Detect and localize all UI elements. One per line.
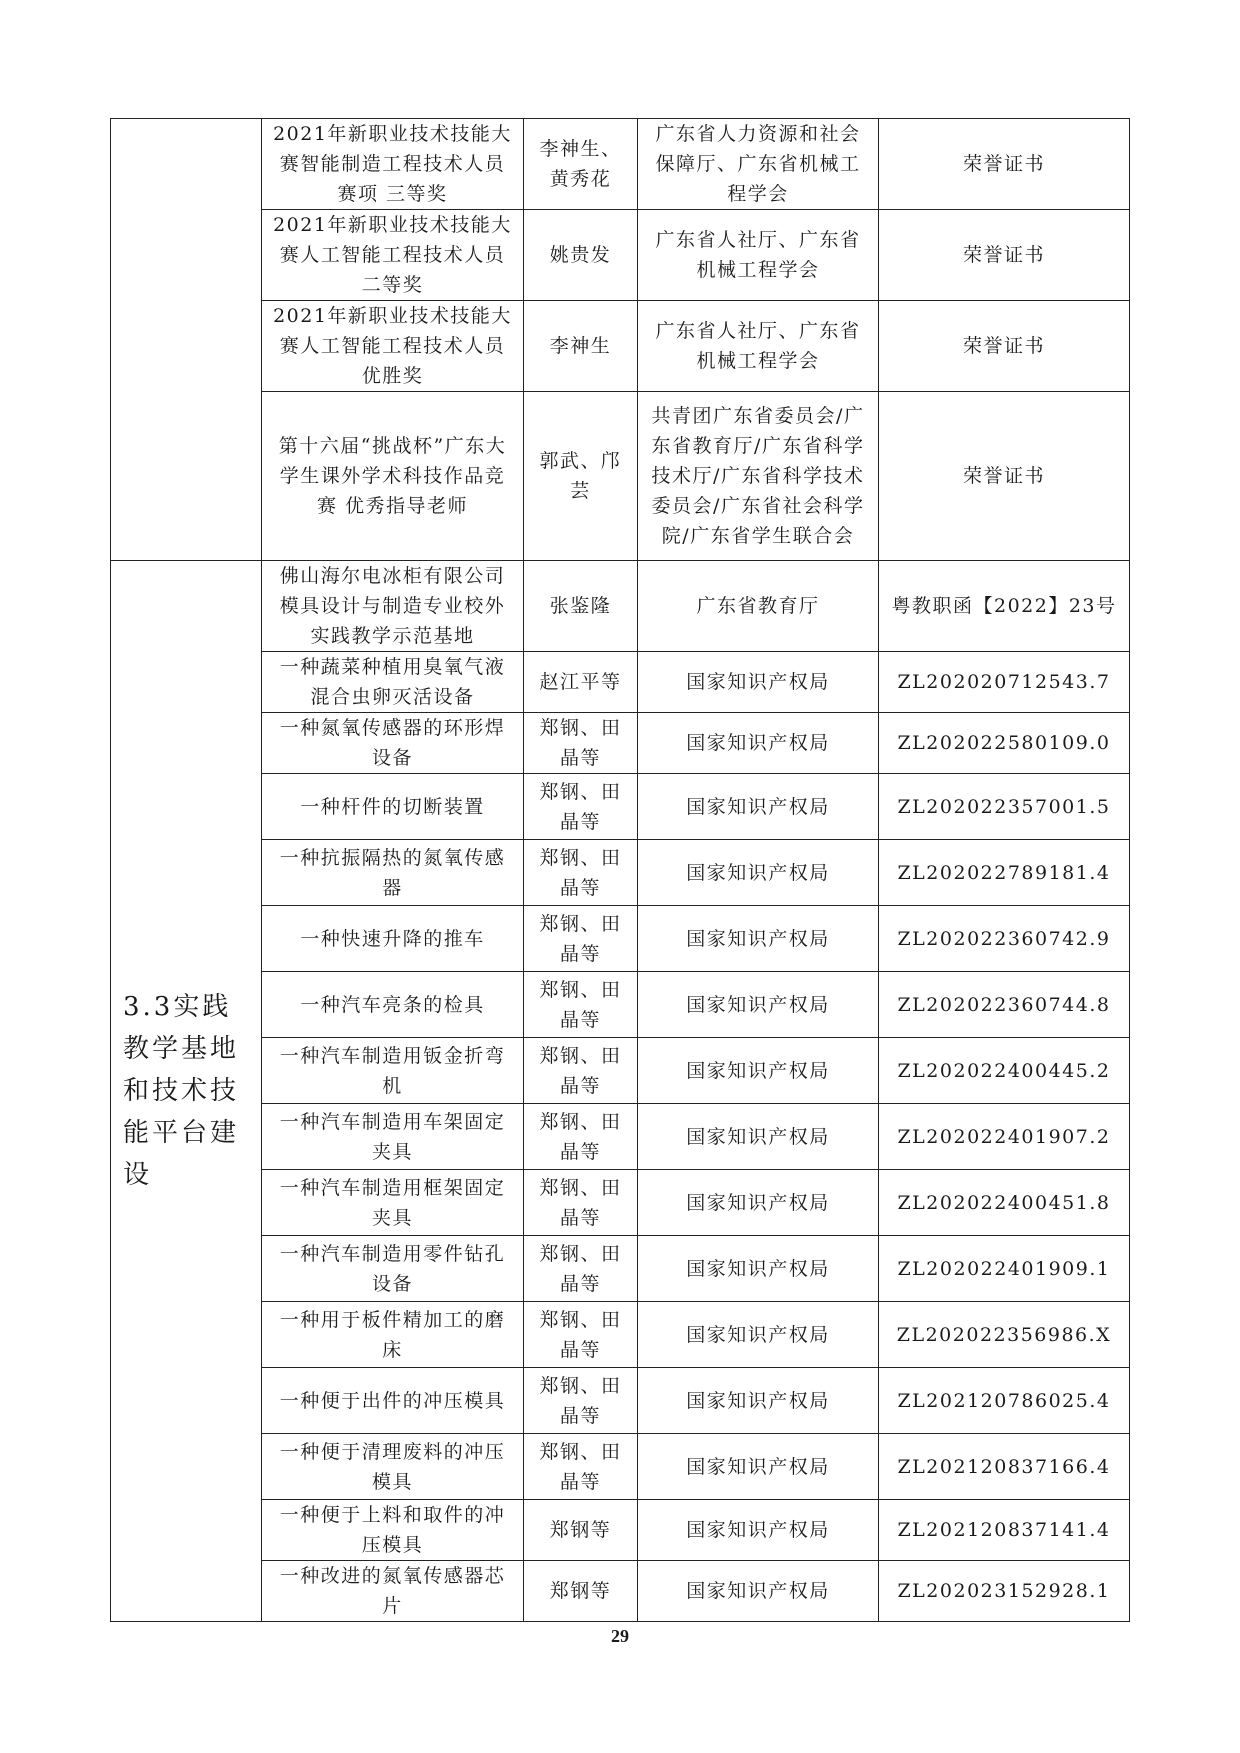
- patent-person: 郑钢、田晶等: [524, 1368, 638, 1434]
- patent-title: 一种杆件的切断装置: [262, 774, 524, 840]
- award-doc: 荣誉证书: [879, 392, 1130, 561]
- award-person: 李神生、黄秀花: [524, 119, 638, 210]
- patent-person: 郑钢、田晶等: [524, 972, 638, 1038]
- award-issuer: 共青团广东省委员会/广东省教育厅/广东省科学技术厅/广东省科学技术委员会/广东省社会科学院/广东省学生联合会: [638, 392, 879, 561]
- patent-person: 郑钢、田晶等: [524, 1302, 638, 1368]
- table-row: [111, 840, 1130, 906]
- patent-issuer: 国家知识产权局: [638, 1236, 879, 1302]
- patent-number: ZL202022360744.8: [879, 972, 1130, 1038]
- patent-number: ZL202023152928.1: [879, 1561, 1130, 1622]
- patent-number: ZL202020712543.7: [879, 652, 1130, 713]
- patent-issuer: 国家知识产权局: [638, 906, 879, 972]
- patent-number: ZL202022400445.2: [879, 1038, 1130, 1104]
- patent-number: ZL202022580109.0: [879, 713, 1130, 774]
- patent-number: ZL202120837166.4: [879, 1434, 1130, 1500]
- base-doc: 粤教职函【2022】23号: [879, 561, 1130, 652]
- table-row: [111, 301, 1130, 392]
- table-row: [111, 1302, 1130, 1368]
- patent-issuer: 国家知识产权局: [638, 840, 879, 906]
- table-row: [111, 1236, 1130, 1302]
- patent-issuer: 国家知识产权局: [638, 652, 879, 713]
- table-row: [111, 1170, 1130, 1236]
- patent-issuer: 国家知识产权局: [638, 1561, 879, 1622]
- patent-title: 一种氮氧传感器的环形焊设备: [262, 713, 524, 774]
- base-title: 佛山海尔电冰柜有限公司模具设计与制造专业校外实践教学示范基地: [262, 561, 524, 652]
- table-row: [111, 1500, 1130, 1561]
- award-doc: 荣誉证书: [879, 119, 1130, 210]
- patent-person: 郑钢、田晶等: [524, 1434, 638, 1500]
- patent-number: ZL202022401907.2: [879, 1104, 1130, 1170]
- table-row: [111, 1038, 1130, 1104]
- base-person: 张鉴隆: [524, 561, 638, 652]
- patent-title: 一种汽车制造用钣金折弯机: [262, 1038, 524, 1104]
- table-row: [111, 119, 1130, 210]
- award-issuer: 广东省人社厅、广东省机械工程学会: [638, 210, 879, 301]
- patent-person: 郑钢等: [524, 1561, 638, 1622]
- patent-issuer: 国家知识产权局: [638, 1038, 879, 1104]
- page-number: 29: [611, 1626, 629, 1646]
- award-doc: 荣誉证书: [879, 210, 1130, 301]
- patent-number: ZL202022356986.X: [879, 1302, 1130, 1368]
- award-person: 姚贵发: [524, 210, 638, 301]
- table-row: [111, 561, 1130, 652]
- patent-person: 郑钢、田晶等: [524, 774, 638, 840]
- base-issuer: 广东省教育厅: [638, 561, 879, 652]
- patent-title: 一种便于上料和取件的冲压模具: [262, 1500, 524, 1561]
- patent-person: 郑钢、田晶等: [524, 1104, 638, 1170]
- patent-issuer: 国家知识产权局: [638, 972, 879, 1038]
- patent-issuer: 国家知识产权局: [638, 1302, 879, 1368]
- patent-number: ZL202022401909.1: [879, 1236, 1130, 1302]
- table-row: [111, 1561, 1130, 1622]
- table-row: [111, 1368, 1130, 1434]
- patent-number: ZL202022400451.8: [879, 1170, 1130, 1236]
- patent-title: 一种便于清理废料的冲压模具: [262, 1434, 524, 1500]
- patent-issuer: 国家知识产权局: [638, 1170, 879, 1236]
- patent-number: ZL202120837141.4: [879, 1500, 1130, 1561]
- patent-issuer: 国家知识产权局: [638, 774, 879, 840]
- table-row: [111, 392, 1130, 561]
- award-person: 郭武、邝芸: [524, 392, 638, 561]
- patent-issuer: 国家知识产权局: [638, 1104, 879, 1170]
- patent-person: 郑钢、田晶等: [524, 840, 638, 906]
- award-title: 2021年新职业技术技能大赛智能制造工程技术人员赛项 三等奖: [262, 119, 524, 210]
- table-row: [111, 652, 1130, 713]
- patent-number: ZL202022357001.5: [879, 774, 1130, 840]
- patent-issuer: 国家知识产权局: [638, 1500, 879, 1561]
- award-title: 2021年新职业技术技能大赛人工智能工程技术人员 二等奖: [262, 210, 524, 301]
- patent-person: 郑钢等: [524, 1500, 638, 1561]
- section-3-3-label: 3.3实践教学基地和技术技能平台建设: [111, 561, 262, 1622]
- patent-number: ZL202022789181.4: [879, 840, 1130, 906]
- achievements-table: [110, 118, 1130, 1622]
- award-doc: 荣誉证书: [879, 301, 1130, 392]
- patent-title: 一种汽车制造用零件钻孔设备: [262, 1236, 524, 1302]
- table-row: [111, 906, 1130, 972]
- award-title: 第十六届“挑战杯”广东大学生课外学术科技作品竞赛 优秀指导老师: [262, 392, 524, 561]
- award-issuer: 广东省人力资源和社会保障厅、广东省机械工程学会: [638, 119, 879, 210]
- patent-title: 一种汽车亮条的检具: [262, 972, 524, 1038]
- patent-title: 一种抗振隔热的氮氧传感器: [262, 840, 524, 906]
- table-row: [111, 972, 1130, 1038]
- patent-person: 赵江平等: [524, 652, 638, 713]
- patent-person: 郑钢、田晶等: [524, 1170, 638, 1236]
- patent-issuer: 国家知识产权局: [638, 1368, 879, 1434]
- patent-title: 一种用于板件精加工的磨床: [262, 1302, 524, 1368]
- table-row: [111, 1434, 1130, 1500]
- patent-number: ZL202120786025.4: [879, 1368, 1130, 1434]
- table-row: [111, 774, 1130, 840]
- patent-title: 一种快速升降的推车: [262, 906, 524, 972]
- award-person: 李神生: [524, 301, 638, 392]
- patent-title: 一种便于出件的冲压模具: [262, 1368, 524, 1434]
- table-row: [111, 1104, 1130, 1170]
- patent-title: 一种改进的氮氧传感器芯片: [262, 1561, 524, 1622]
- patent-number: ZL202022360742.9: [879, 906, 1130, 972]
- award-title: 2021年新职业技术技能大赛人工智能工程技术人员 优胜奖: [262, 301, 524, 392]
- patent-person: 郑钢、田晶等: [524, 713, 638, 774]
- patent-person: 郑钢、田晶等: [524, 1236, 638, 1302]
- patent-title: 一种汽车制造用框架固定夹具: [262, 1170, 524, 1236]
- section-cell-prev: [111, 119, 262, 561]
- patent-person: 郑钢、田晶等: [524, 906, 638, 972]
- patent-issuer: 国家知识产权局: [638, 713, 879, 774]
- patent-issuer: 国家知识产权局: [638, 1434, 879, 1500]
- table-row: [111, 210, 1130, 301]
- table-row: [111, 713, 1130, 774]
- award-issuer: 广东省人社厅、广东省机械工程学会: [638, 301, 879, 392]
- patent-person: 郑钢、田晶等: [524, 1038, 638, 1104]
- patent-title: 一种蔬菜种植用臭氧气液混合虫卵灭活设备: [262, 652, 524, 713]
- patent-title: 一种汽车制造用车架固定夹具: [262, 1104, 524, 1170]
